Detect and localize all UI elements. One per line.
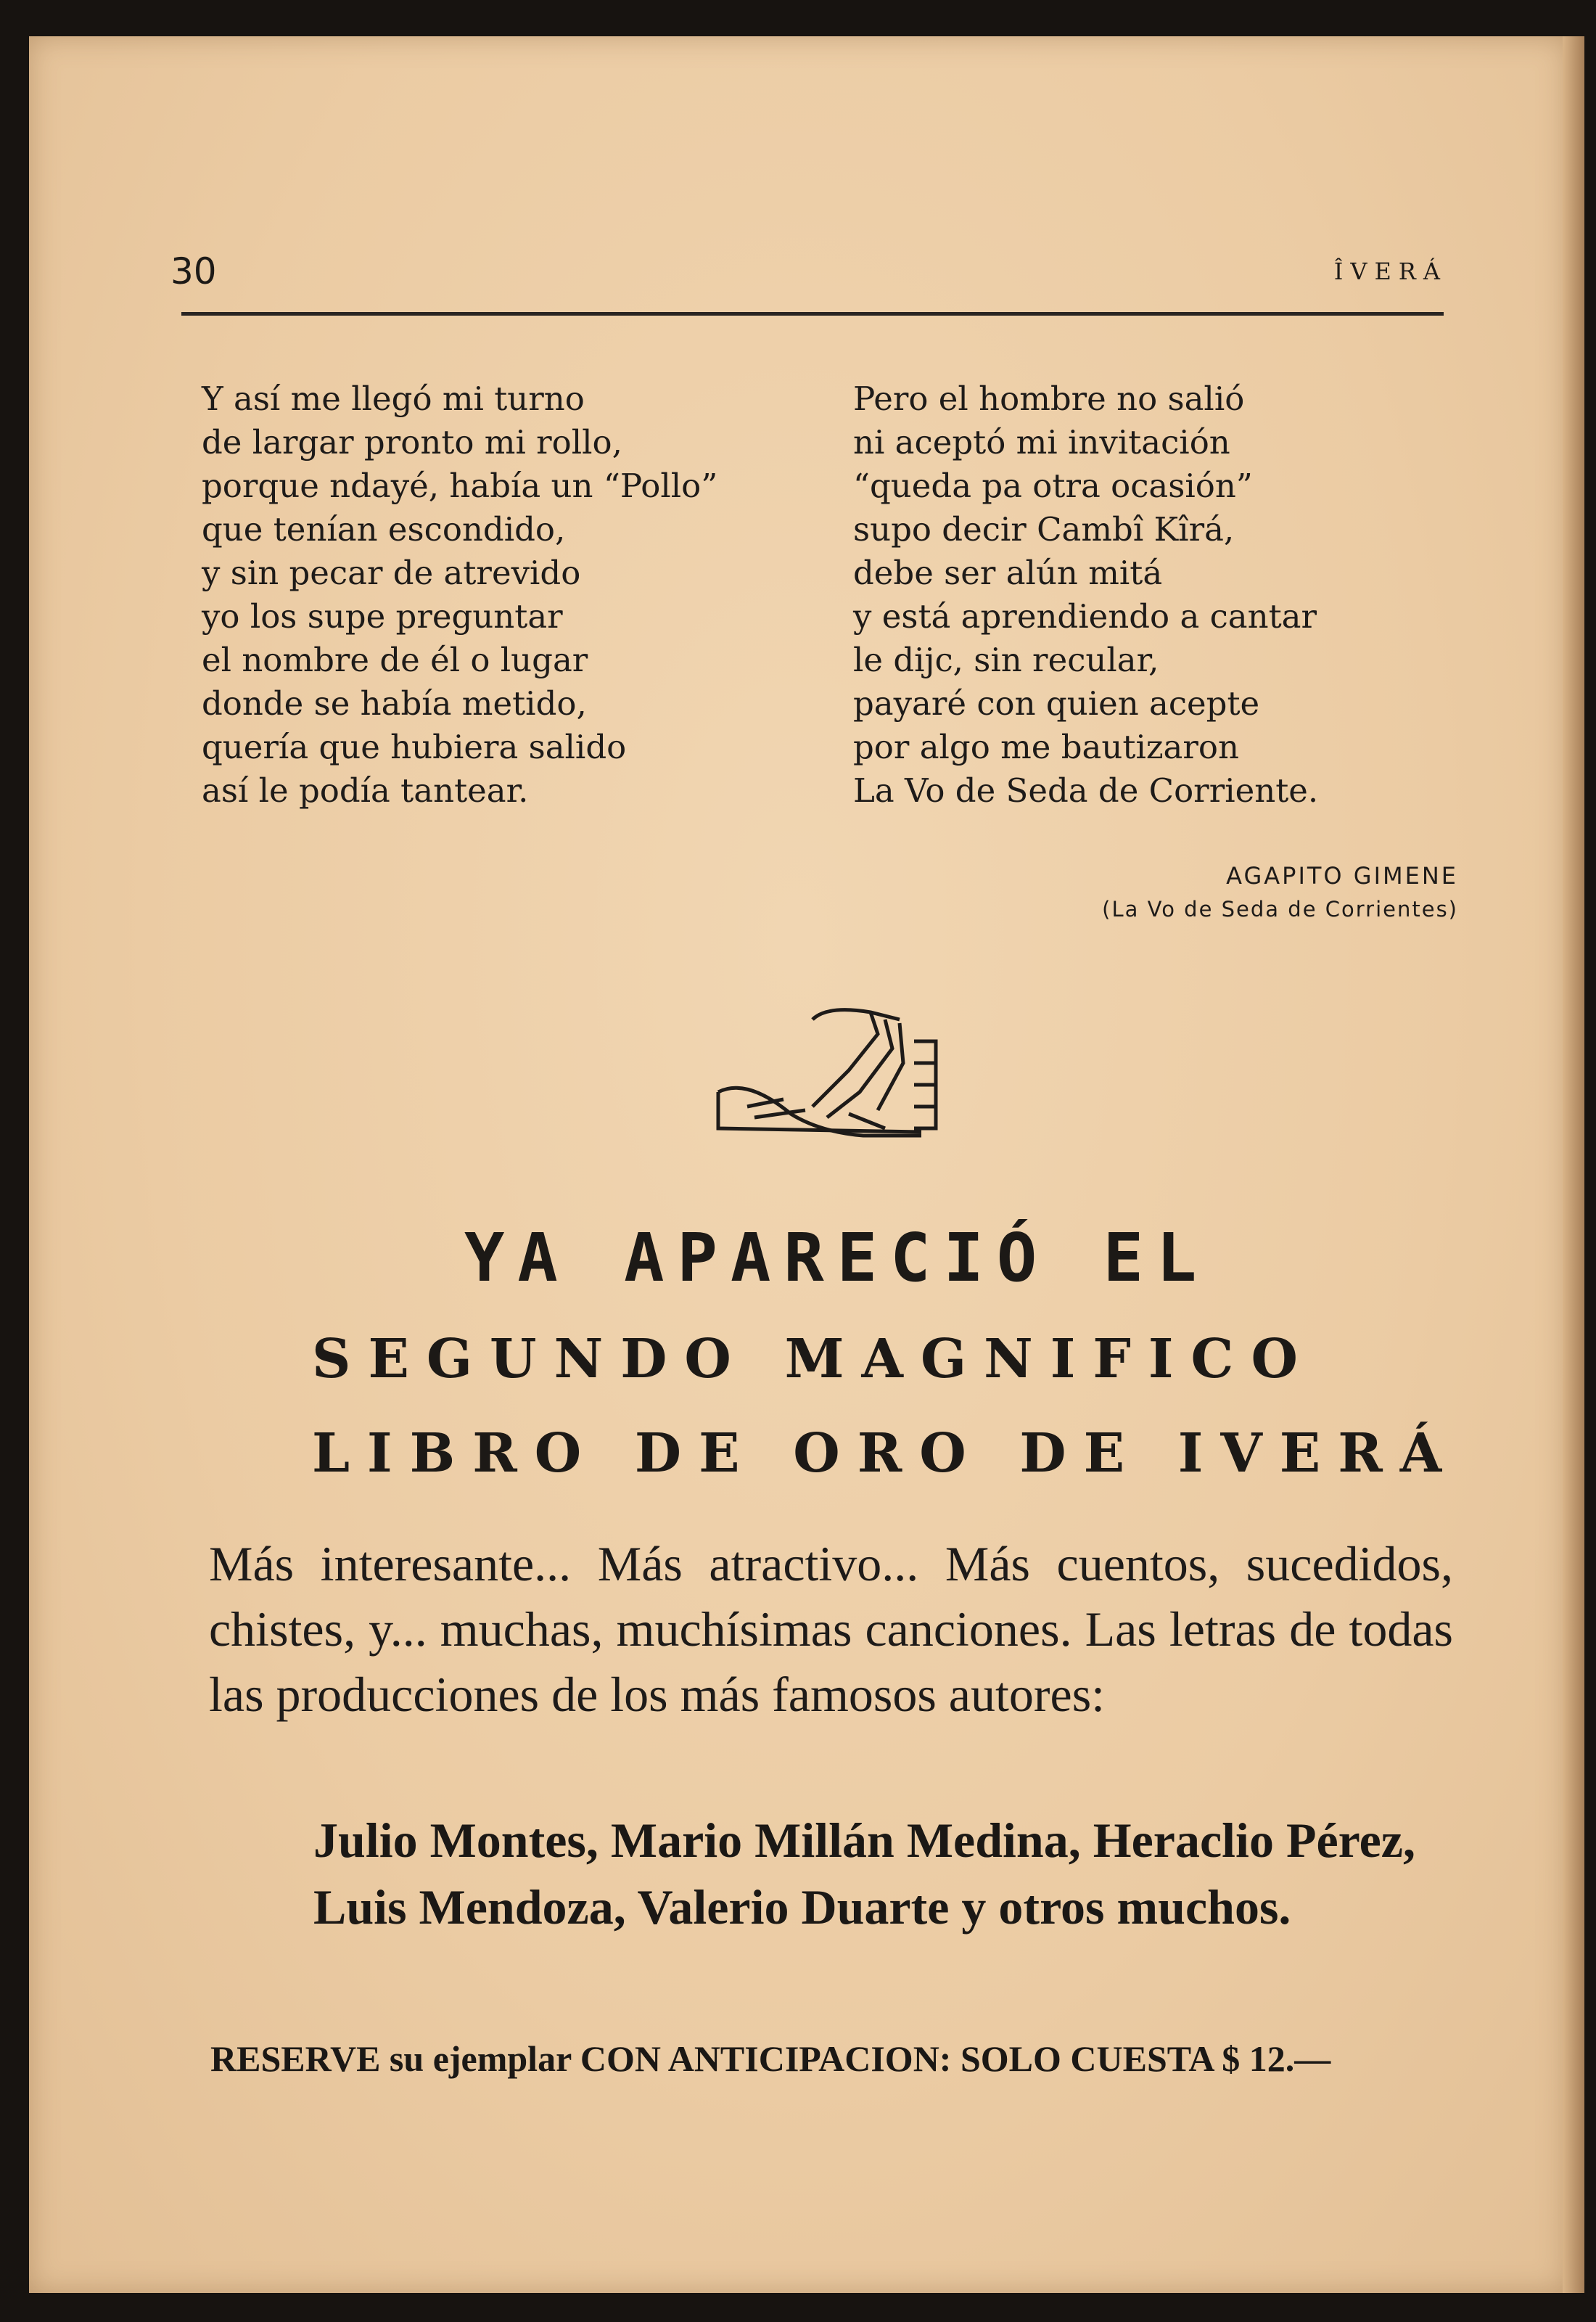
book-page (29, 36, 1567, 2293)
author-alias: (La Vo de Seda de Corrientes) (1102, 897, 1458, 922)
author-name: AGAPITO GIMENE (1226, 862, 1458, 890)
advert-body: Más interesante... Más atractivo... Más cuentos, sucedidos, chistes, y... muchas, muchísimas canciones. Las letras de todas las producciones de los más famosos autores: (209, 1536, 1453, 1722)
advert-authors: Julio Montes, Mario Millán Medina, Heraclio Pérez, Luis Mendoza, Valerio Duarte y otros muchos. (313, 1813, 1415, 1935)
advert-subtitle-1: SEGUNDO MAGNIFICO (312, 1328, 1315, 1390)
advert-subtitle-2: LIBRO DE ORO DE IVERÁ (312, 1422, 1460, 1485)
running-head: ÎVERÁ (1333, 258, 1447, 285)
page-number: 30 (170, 250, 217, 292)
page-edge (1563, 36, 1584, 2293)
advert-reserve-line: RESERVE su ejemplar CON ANTICIPACION: SOLO CUESTA $ 12.— (210, 2038, 1331, 2079)
poem-signature (1102, 858, 1458, 925)
advert-title: YA APARECIÓ EL (464, 1219, 1210, 1297)
page-header (170, 250, 1447, 301)
ornament-icon (704, 990, 965, 1150)
poem-right-column: Pero el hombre no salió ni aceptó mi invitación “queda pa otra ocasión” supo decir Cambî Kîrá, debe ser alún mitá y está aprendiendo a cantar le dijc, sin recular, payaré con quien acepte por algo me bautizaron La Vo de Seda de Corriente. (853, 380, 1319, 810)
header-rule (181, 312, 1444, 316)
poem-left-column: Y así me llegó mi turno de largar pronto mi rollo, porque ndayé, había un “Pollo” que tenían escondido, y sin pecar de atrevido yo los supe preguntar el nombre de él o lugar donde se había metido, quería que hubiera salido así le podía tantear. (202, 380, 718, 810)
